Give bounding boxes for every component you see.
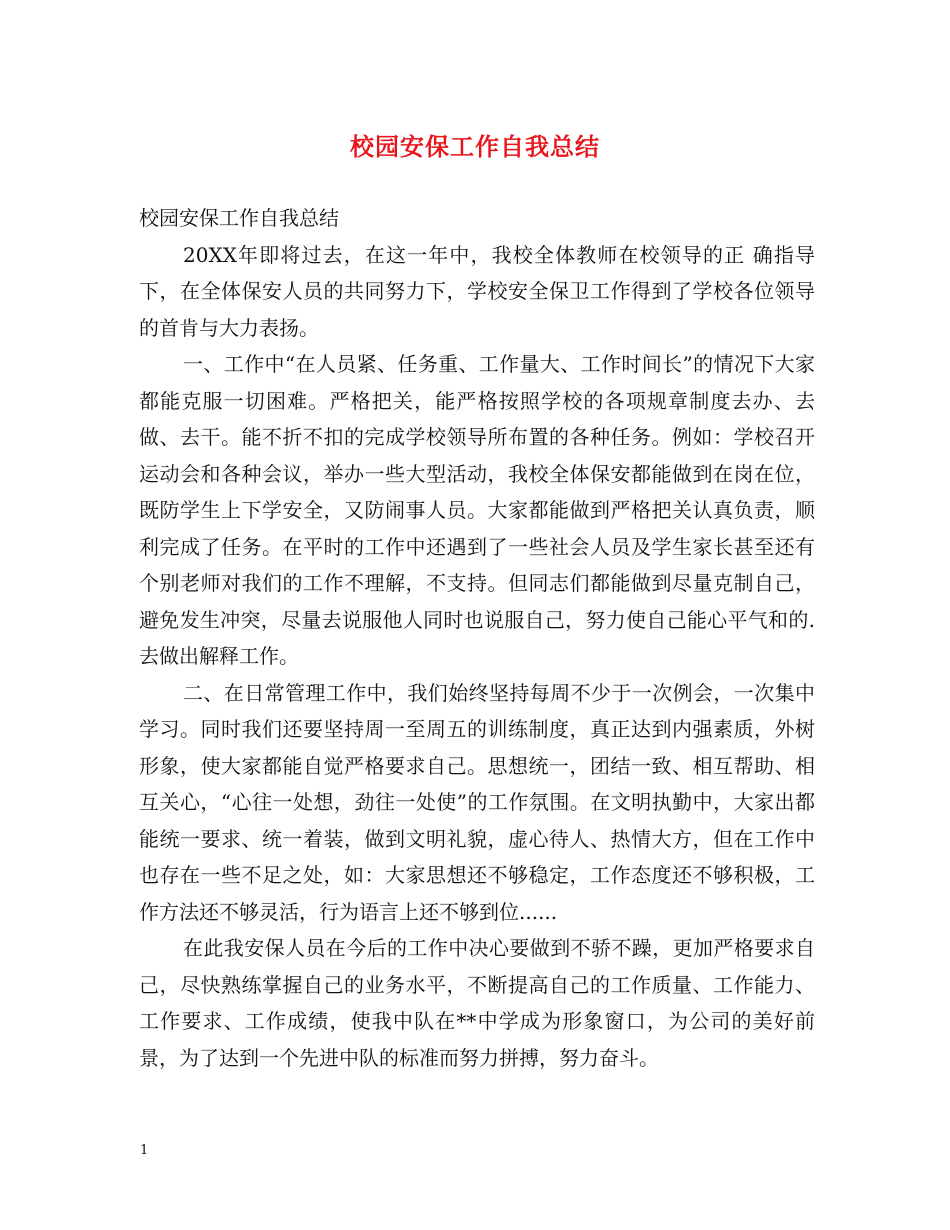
paragraph-section-two: 二、在日常管理工作中，我们始终坚持每周不少于一次例会，一次集中学习。同时我们还要坚持周一至周五的训练制度，真正达到内强素质，外树形象，使大家都能自觉严格要求自己。思想统一，团结一致、相互帮助、相互关心，“心往一处想，劲往一处使”的工作氛围。在文明执勤中，大家出都能统一要求、统一着装，做到文明礼貌，虚心待人、热情大方，但在工作中也存在一些不足之处，如：大家思想还不够稳定，工作态度还不够积极，工作方法还不够灵活，行为语言上还不够到位...... <box>139 680 815 924</box>
page-number: 1 <box>140 1143 149 1158</box>
document-subtitle: 校园安保工作自我总结 <box>139 206 339 230</box>
document-title: 校园安保工作自我总结 <box>350 132 600 161</box>
paragraph-conclusion: 在此我安保人员在今后的工作中决心要做到不骄不躁，更加严格要求自己，尽快熟练掌握自己的业务水平，不断提高自己的工作质量、工作能力、工作要求、工作成绩，使我中队在**中学成为形象窗口，为公司的美好前景，为了达到一个先进中队的标准而努力拼搏，努力奋斗。 <box>139 936 815 1070</box>
document-body <box>139 200 815 1076</box>
paragraph-section-one: 一、工作中“在人员紧、任务重、工作量大、工作时间长”的情况下大家都能克服一切困难。严格把关，能严格按照学校的各项规章制度去办、去做、去干。能不折不扣的完成学校领导所布置的各种任务。例如：学校召开运动会和各种会议，举办一些大型活动，我校全体保安都能做到在岗在位，既防学生上下学安全，又防闹事人员。大家都能做到严格把关认真负责，顺利完成了任务。在平时的工作中还遇到了一些社会人员及学生家长甚至还有个别老师对我们的工作不理解，不支持。但同志们都能做到尽量克制自己，避免发生冲突，尽量去说服他人同时也说服自己，努力使自己能心平气和的.去做出解释工作。 <box>139 352 815 668</box>
paragraph-intro: 20XX年即将过去，在这一年中，我校全体教师在校领导的正 确指导下，在全体保安人员的共同努力下，学校安全保卫工作得到了学校各位领导的首肯与大力表扬。 <box>139 242 815 340</box>
